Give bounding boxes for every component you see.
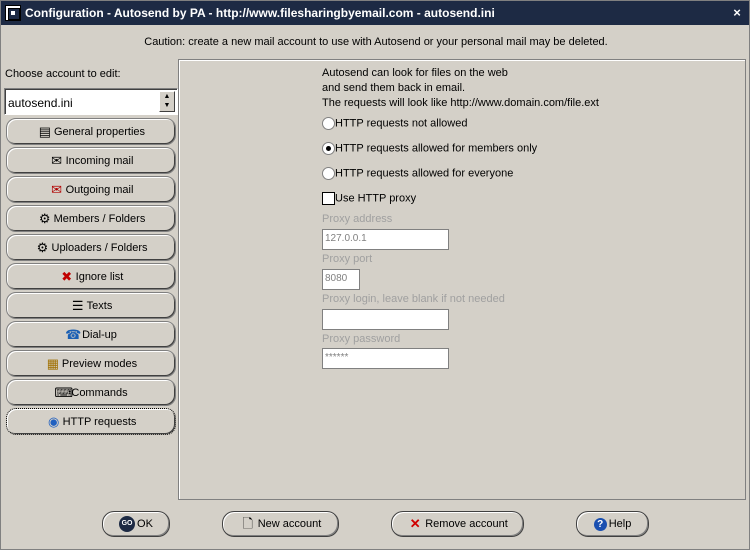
nav-label: HTTP requests	[62, 415, 137, 428]
nav-label: Commands	[71, 386, 128, 399]
radio-members-only[interactable]	[322, 142, 537, 155]
dial-up-icon: ☎	[65, 326, 82, 342]
ok-label: OK	[137, 518, 153, 530]
nav-uploaders-folders[interactable]	[6, 234, 176, 261]
ignore-list-icon: ✖	[61, 268, 73, 284]
account-select-value: autosend.ini	[8, 96, 73, 110]
proxy-login-label: Proxy login, leave blank if not needed	[322, 293, 505, 305]
nav-commands[interactable]	[6, 379, 176, 406]
help-button[interactable]	[576, 511, 649, 537]
close-button[interactable]: ×	[733, 5, 741, 20]
proxy-address-label: Proxy address	[322, 213, 393, 225]
proxy-address-field[interactable]: 127.0.0.1	[322, 229, 449, 250]
proxy-password-label: Proxy password	[322, 333, 401, 345]
new-document-icon: 🗋	[242, 516, 253, 531]
nav-incoming-mail[interactable]	[6, 147, 176, 174]
remove-account-button[interactable]	[391, 511, 524, 537]
radio-button-selected[interactable]	[322, 142, 335, 155]
proxy-password-field[interactable]: ******	[322, 348, 449, 369]
nav-dial-up[interactable]	[6, 321, 176, 348]
proxy-port-field[interactable]: 8080	[322, 269, 360, 290]
nav-label: Ignore list	[75, 270, 124, 283]
members-folders-icon: ⚙	[38, 210, 51, 226]
general-properties-icon: ▤	[38, 123, 52, 139]
uploaders-folders-icon: ⚙	[36, 239, 49, 255]
proxy-port-label: Proxy port	[322, 253, 373, 265]
nav-label: Outgoing mail	[65, 183, 134, 196]
intro-line-2: and send them back in email.	[322, 82, 466, 94]
commands-icon: ⌨	[54, 384, 74, 400]
radio-label: HTTP requests not allowed	[335, 117, 468, 130]
radio-label: HTTP requests allowed for everyone	[335, 167, 514, 180]
radio-not-allowed[interactable]	[322, 117, 467, 130]
nav-general-properties[interactable]	[6, 118, 176, 145]
intro-line-1: Autosend can look for files on the web	[322, 67, 508, 79]
nav-label: Members / Folders	[53, 212, 146, 225]
incoming-mail-icon: ✉	[51, 152, 63, 168]
nav-label: Texts	[86, 299, 113, 312]
choose-account-label: Choose account to edit:	[5, 68, 121, 80]
window-title: Configuration - Autosend by PA - http://www.filesharingbyemail.com - autosend.ini	[25, 6, 495, 20]
checkbox-box[interactable]	[322, 192, 335, 205]
help-icon: ?	[594, 518, 607, 531]
new-account-button[interactable]	[222, 511, 339, 537]
nav-label: Incoming mail	[65, 154, 134, 167]
nav-ignore-list[interactable]	[6, 263, 176, 290]
nav-label: General properties	[53, 125, 146, 138]
caution-text: Caution: create a new mail account to use with Autosend or your personal mail may be deleted.	[144, 36, 608, 48]
app-icon	[5, 5, 21, 21]
nav-http-requests[interactable]	[6, 408, 176, 435]
nav-outgoing-mail[interactable]	[6, 176, 176, 203]
nav-label: Preview modes	[61, 357, 138, 370]
radio-label: HTTP requests allowed for members only	[335, 142, 538, 155]
proxy-login-field[interactable]	[322, 309, 449, 330]
nav-preview-modes[interactable]	[6, 350, 176, 377]
nav-label: Dial-up	[82, 328, 117, 341]
globe-icon: ◉	[47, 413, 60, 429]
go-icon: GO	[119, 516, 135, 532]
nav-members-folders[interactable]	[6, 205, 176, 232]
help-label: Help	[608, 518, 632, 530]
nav-label: Uploaders / Folders	[51, 241, 148, 254]
account-select[interactable]	[4, 88, 178, 115]
remove-x-icon: ✕	[409, 516, 421, 531]
nav-texts[interactable]	[6, 292, 176, 319]
outgoing-mail-icon: ✉	[51, 181, 63, 197]
use-proxy-checkbox[interactable]	[322, 192, 416, 205]
new-account-label: New account	[257, 518, 322, 530]
texts-icon: ☰	[71, 297, 84, 313]
intro-line-3: The requests will look like http://www.domain.com/file.ext	[322, 97, 599, 109]
remove-account-label: Remove account	[425, 518, 508, 530]
title-bar[interactable]	[1, 1, 749, 25]
radio-button[interactable]	[322, 167, 335, 180]
account-spinner[interactable]: ▲ ▼	[159, 91, 175, 112]
checkbox-label: Use HTTP proxy	[335, 192, 417, 205]
preview-modes-icon: ▦	[46, 355, 60, 371]
ok-button[interactable]	[102, 511, 170, 537]
radio-everyone[interactable]	[322, 167, 513, 180]
radio-button[interactable]	[322, 117, 335, 130]
